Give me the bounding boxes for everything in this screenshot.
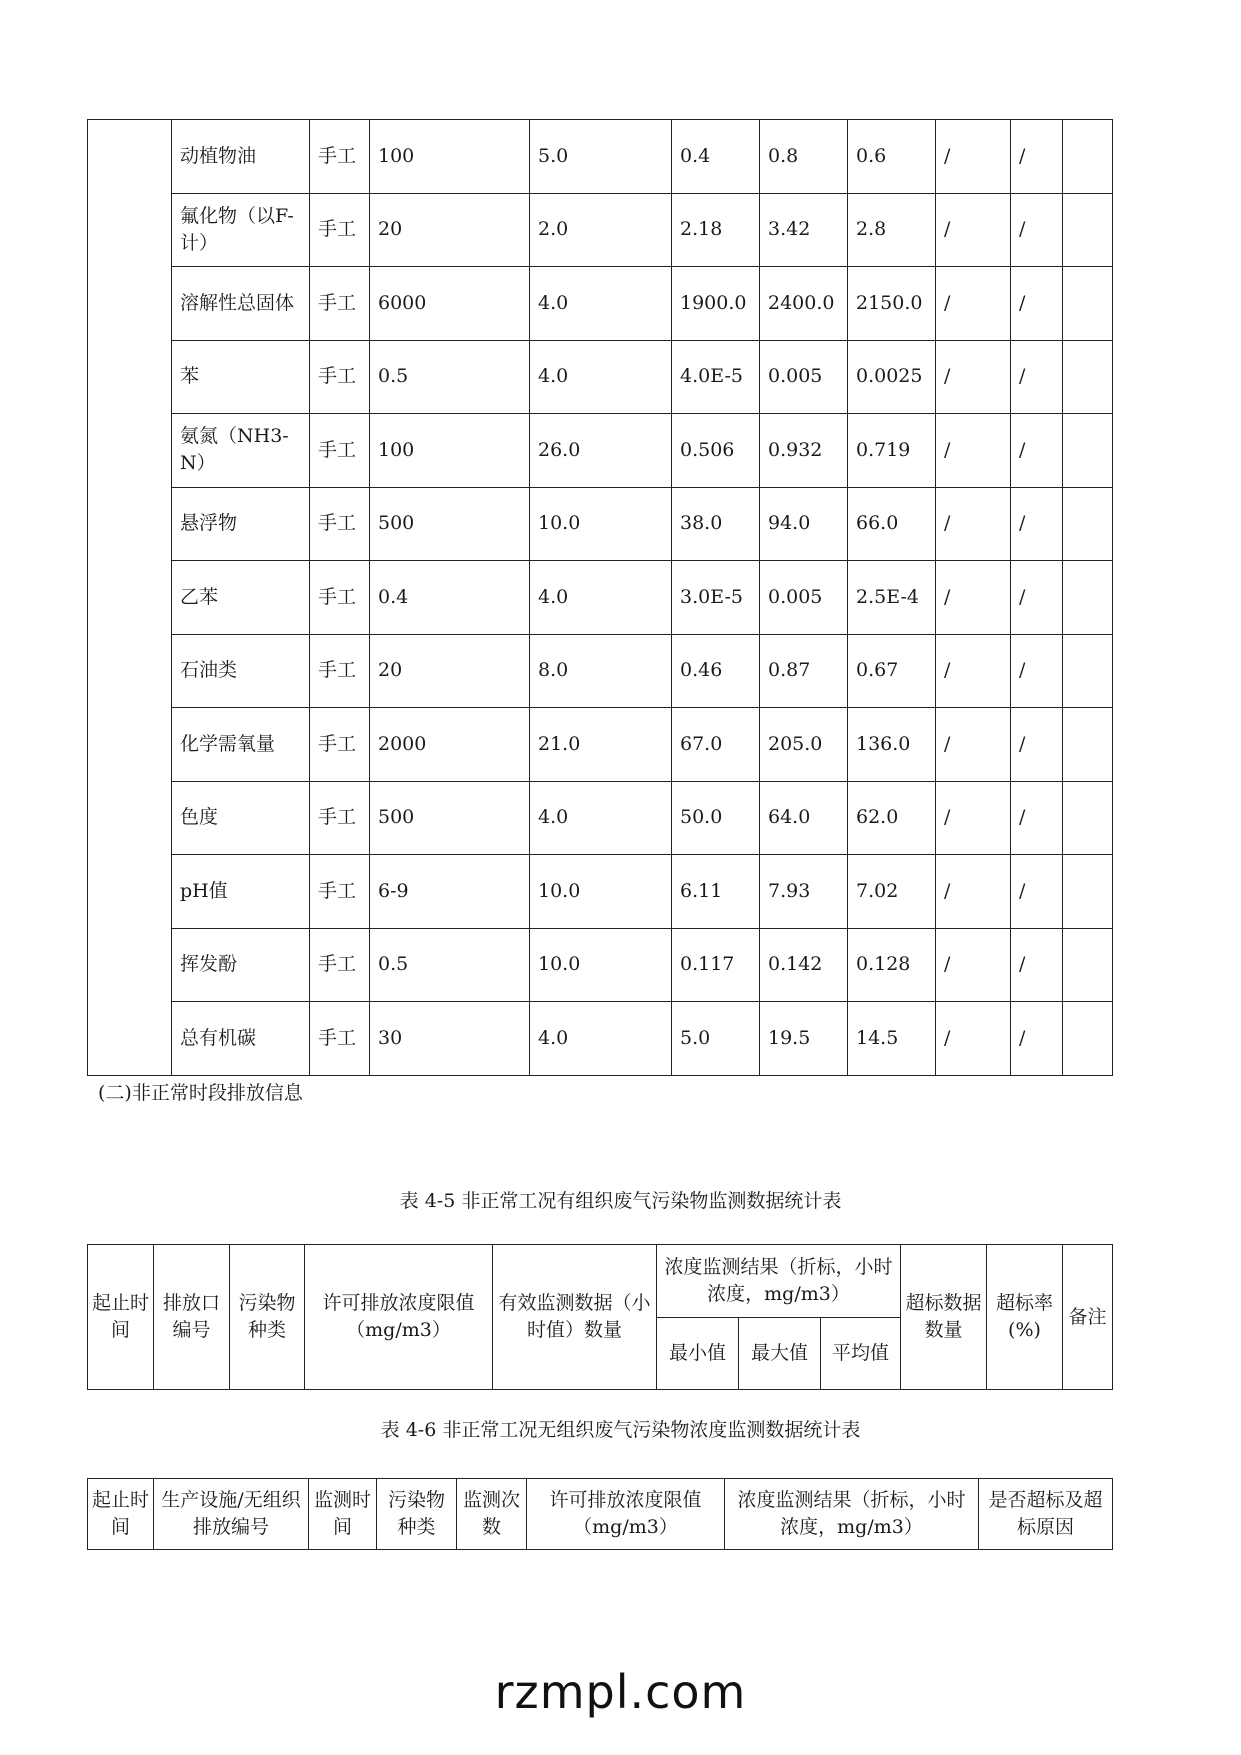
cell-exceed-rate: / — [1011, 1002, 1063, 1076]
cell-exceed-count: / — [936, 487, 1011, 561]
cell-exceed-count: / — [936, 340, 1011, 414]
cell-limit: 20 — [370, 634, 530, 708]
cell-method: 手工 — [310, 561, 370, 635]
cell-exceed-rate: / — [1011, 781, 1063, 855]
header-outlet: 排放口编号 — [154, 1245, 230, 1390]
cell-min: 0.117 — [672, 928, 760, 1002]
cell-min: 0.4 — [672, 120, 760, 194]
cell-exceed-rate: / — [1011, 267, 1063, 341]
header-result: 浓度监测结果（折标，小时浓度，mg/m3） — [725, 1479, 979, 1550]
cell-avg: 0.128 — [848, 928, 936, 1002]
cell-exceed-rate: / — [1011, 340, 1063, 414]
cell-exceed-rate: / — [1011, 561, 1063, 635]
cell-max: 205.0 — [760, 708, 848, 782]
cell-pollutant: 动植物油 — [172, 120, 310, 194]
header-monitor-time: 监测时间 — [309, 1479, 377, 1550]
header-limit: 许可排放浓度限值（mg/m3） — [305, 1245, 493, 1390]
cell-pollutant: 乙苯 — [172, 561, 310, 635]
table-4-5-caption: 表 4-5 非正常工况有组织废气污染物监测数据统计表 — [399, 1190, 842, 1212]
cell-method: 手工 — [310, 634, 370, 708]
cell-pollutant: 总有机碳 — [172, 1002, 310, 1076]
cell-method: 手工 — [310, 193, 370, 267]
cell-count: 4.0 — [530, 781, 672, 855]
cell-note — [1063, 928, 1113, 1002]
cell-exceed-count: / — [936, 193, 1011, 267]
cell-avg: 7.02 — [848, 855, 936, 929]
cell-min: 4.0E-5 — [672, 340, 760, 414]
cell-count: 26.0 — [530, 414, 672, 488]
cell-pollutant: 氟化物（以F-计） — [172, 193, 310, 267]
table-row — [88, 414, 1113, 488]
cell-note — [1063, 561, 1113, 635]
cell-limit: 0.5 — [370, 340, 530, 414]
cell-exceed-count: / — [936, 267, 1011, 341]
cell-note — [1063, 340, 1113, 414]
cell-count: 4.0 — [530, 1002, 672, 1076]
cell-max: 2400.0 — [760, 267, 848, 341]
table-row — [88, 340, 1113, 414]
cell-avg: 0.719 — [848, 414, 936, 488]
cell-method: 手工 — [310, 267, 370, 341]
wastewater-monitoring-table — [87, 119, 1113, 1076]
cell-exceed-rate: / — [1011, 193, 1063, 267]
cell-max: 0.932 — [760, 414, 848, 488]
cell-exceed-count: / — [936, 708, 1011, 782]
cell-pollutant: 氨氮（NH3-N） — [172, 414, 310, 488]
cell-avg: 62.0 — [848, 781, 936, 855]
cell-method: 手工 — [310, 414, 370, 488]
cell-count: 5.0 — [530, 120, 672, 194]
header-exceed: 是否超标及超标原因 — [979, 1479, 1113, 1550]
cell-exceed-rate: / — [1011, 414, 1063, 488]
cell-min: 3.0E-5 — [672, 561, 760, 635]
cell-exceed-rate: / — [1011, 855, 1063, 929]
header-exceed-count: 超标数据数量 — [901, 1245, 987, 1390]
cell-count: 10.0 — [530, 487, 672, 561]
cell-avg: 2.8 — [848, 193, 936, 267]
group-cell — [88, 120, 172, 1076]
cell-method: 手工 — [310, 855, 370, 929]
cell-count: 4.0 — [530, 340, 672, 414]
cell-min: 6.11 — [672, 855, 760, 929]
cell-max: 0.005 — [760, 561, 848, 635]
table-row — [88, 928, 1113, 1002]
table-row — [88, 487, 1113, 561]
cell-pollutant: 溶解性总固体 — [172, 267, 310, 341]
cell-exceed-rate: / — [1011, 708, 1063, 782]
cell-exceed-count: / — [936, 634, 1011, 708]
cell-min: 5.0 — [672, 1002, 760, 1076]
cell-max: 0.005 — [760, 340, 848, 414]
cell-note — [1063, 1002, 1113, 1076]
cell-pollutant: 石油类 — [172, 634, 310, 708]
cell-pollutant: 悬浮物 — [172, 487, 310, 561]
cell-limit: 0.5 — [370, 928, 530, 1002]
cell-count: 2.0 — [530, 193, 672, 267]
cell-limit: 6000 — [370, 267, 530, 341]
header-count: 有效监测数据（小时值）数量 — [493, 1245, 657, 1390]
table-row — [88, 1002, 1113, 1076]
cell-exceed-count: / — [936, 414, 1011, 488]
table-4-5 — [87, 1244, 1113, 1390]
cell-exceed-count: / — [936, 120, 1011, 194]
cell-note — [1063, 487, 1113, 561]
table-row — [88, 561, 1113, 635]
cell-limit: 500 — [370, 487, 530, 561]
table-row — [88, 120, 1113, 194]
cell-note — [1063, 634, 1113, 708]
cell-exceed-count: / — [936, 561, 1011, 635]
cell-max: 0.87 — [760, 634, 848, 708]
cell-exceed-count: / — [936, 855, 1011, 929]
cell-min: 2.18 — [672, 193, 760, 267]
cell-method: 手工 — [310, 928, 370, 1002]
cell-avg: 0.67 — [848, 634, 936, 708]
header-note: 备注 — [1063, 1245, 1113, 1390]
cell-method: 手工 — [310, 340, 370, 414]
cell-method: 手工 — [310, 708, 370, 782]
cell-avg: 14.5 — [848, 1002, 936, 1076]
cell-max: 94.0 — [760, 487, 848, 561]
cell-max: 19.5 — [760, 1002, 848, 1076]
cell-limit: 2000 — [370, 708, 530, 782]
cell-exceed-count: / — [936, 1002, 1011, 1076]
cell-max: 64.0 — [760, 781, 848, 855]
table-row — [88, 193, 1113, 267]
cell-method: 手工 — [310, 487, 370, 561]
cell-pollutant: 苯 — [172, 340, 310, 414]
cell-avg: 0.6 — [848, 120, 936, 194]
header-min: 最小值 — [657, 1318, 739, 1390]
cell-max: 0.142 — [760, 928, 848, 1002]
cell-min: 0.46 — [672, 634, 760, 708]
cell-min: 67.0 — [672, 708, 760, 782]
cell-limit: 100 — [370, 414, 530, 488]
header-time: 起止时间 — [88, 1245, 154, 1390]
cell-note — [1063, 193, 1113, 267]
cell-avg: 66.0 — [848, 487, 936, 561]
table-row — [88, 855, 1113, 929]
cell-limit: 6-9 — [370, 855, 530, 929]
watermark: rzmpl.com — [494, 1665, 747, 1719]
cell-count: 10.0 — [530, 855, 672, 929]
header-facility: 生产设施/无组织排放编号 — [154, 1479, 309, 1550]
cell-exceed-rate: / — [1011, 120, 1063, 194]
header-pollutant: 污染物种类 — [377, 1479, 457, 1550]
cell-min: 50.0 — [672, 781, 760, 855]
cell-limit: 500 — [370, 781, 530, 855]
cell-note — [1063, 120, 1113, 194]
header-time: 起止时间 — [88, 1479, 154, 1550]
header-exceed-rate: 超标率(%) — [987, 1245, 1063, 1390]
cell-pollutant: pH值 — [172, 855, 310, 929]
cell-max: 3.42 — [760, 193, 848, 267]
cell-exceed-rate: / — [1011, 634, 1063, 708]
cell-avg: 136.0 — [848, 708, 936, 782]
cell-limit: 20 — [370, 193, 530, 267]
table-row — [88, 267, 1113, 341]
table-row — [88, 708, 1113, 782]
header-max: 最大值 — [739, 1318, 821, 1390]
cell-pollutant: 化学需氧量 — [172, 708, 310, 782]
cell-method: 手工 — [310, 120, 370, 194]
cell-method: 手工 — [310, 781, 370, 855]
cell-note — [1063, 414, 1113, 488]
cell-limit: 30 — [370, 1002, 530, 1076]
cell-min: 0.506 — [672, 414, 760, 488]
cell-pollutant: 色度 — [172, 781, 310, 855]
cell-limit: 0.4 — [370, 561, 530, 635]
cell-method: 手工 — [310, 1002, 370, 1076]
cell-exceed-count: / — [936, 928, 1011, 1002]
cell-exceed-count: / — [936, 781, 1011, 855]
table-4-6 — [87, 1478, 1113, 1550]
table-4-6-caption: 表 4-6 非正常工况无组织废气污染物浓度监测数据统计表 — [380, 1419, 861, 1441]
header-avg: 平均值 — [821, 1318, 901, 1390]
cell-note — [1063, 708, 1113, 782]
cell-avg: 2150.0 — [848, 267, 936, 341]
header-times: 监测次数 — [457, 1479, 527, 1550]
cell-note — [1063, 781, 1113, 855]
header-result: 浓度监测结果（折标，小时浓度，mg/m3） — [657, 1245, 901, 1318]
table-row — [88, 781, 1113, 855]
cell-count: 4.0 — [530, 561, 672, 635]
cell-pollutant: 挥发酚 — [172, 928, 310, 1002]
table-row — [88, 634, 1113, 708]
header-pollutant: 污染物种类 — [230, 1245, 305, 1390]
cell-exceed-rate: / — [1011, 487, 1063, 561]
cell-avg: 2.5E-4 — [848, 561, 936, 635]
cell-note — [1063, 267, 1113, 341]
header-limit: 许可排放浓度限值（mg/m3） — [527, 1479, 725, 1550]
cell-count: 10.0 — [530, 928, 672, 1002]
cell-avg: 0.0025 — [848, 340, 936, 414]
cell-count: 4.0 — [530, 267, 672, 341]
cell-count: 21.0 — [530, 708, 672, 782]
cell-note — [1063, 855, 1113, 929]
cell-max: 7.93 — [760, 855, 848, 929]
cell-exceed-rate: / — [1011, 928, 1063, 1002]
cell-min: 38.0 — [672, 487, 760, 561]
cell-limit: 100 — [370, 120, 530, 194]
cell-min: 1900.0 — [672, 267, 760, 341]
section-heading: (二)非正常时段排放信息 — [98, 1082, 303, 1104]
cell-max: 0.8 — [760, 120, 848, 194]
cell-count: 8.0 — [530, 634, 672, 708]
